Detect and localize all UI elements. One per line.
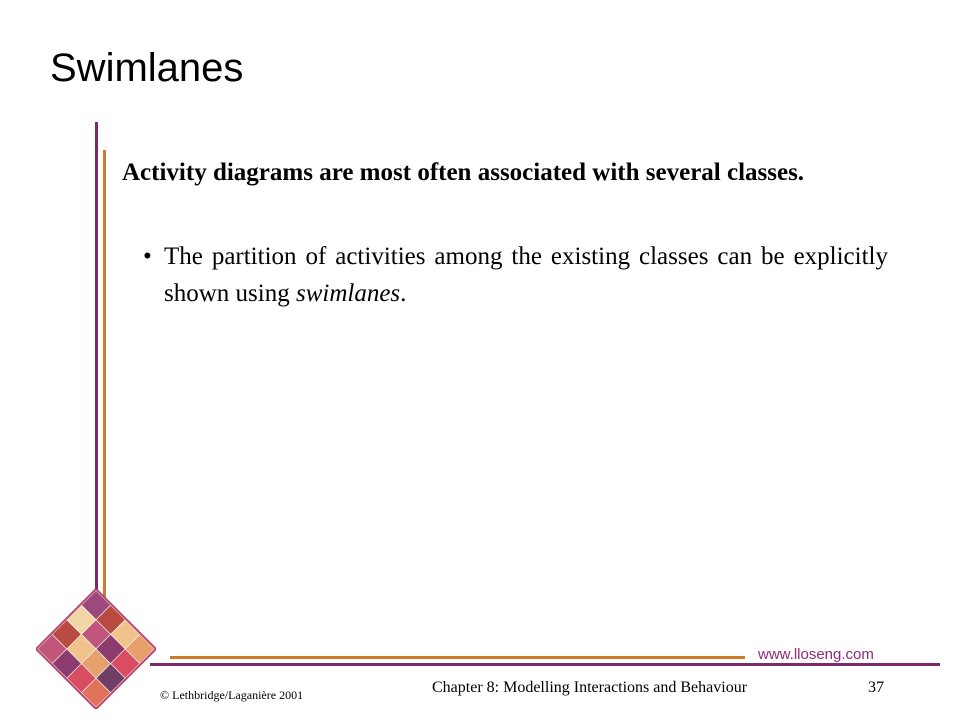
copyright-text: © Lethbridge/Laganière 2001 — [160, 688, 304, 702]
bullet-text-italic: swimlanes — [295, 280, 401, 307]
page-number: 37 — [868, 679, 884, 696]
bullet-text-end: . — [400, 280, 407, 307]
orange-vertical-line — [103, 150, 106, 605]
bullet-text — [164, 238, 888, 312]
purple-vertical-line — [95, 122, 98, 590]
orange-horizontal-line — [170, 656, 745, 659]
slide-title: Swimlanes — [50, 46, 244, 90]
bullet-item — [143, 238, 888, 312]
quilt-logo — [36, 589, 156, 709]
main-point-text: Activity diagrams are most often associated with several classes. — [122, 159, 805, 186]
bullet-symbol: • — [143, 243, 152, 270]
website-link[interactable]: www.lloseng.com — [758, 646, 874, 663]
purple-horizontal-line — [150, 663, 940, 666]
chapter-title: Chapter 8: Modelling Interactions and Behaviour — [432, 679, 748, 696]
bullet-text-main: The partition of activities among the existing classes can be explicitly shown using — [164, 243, 888, 307]
